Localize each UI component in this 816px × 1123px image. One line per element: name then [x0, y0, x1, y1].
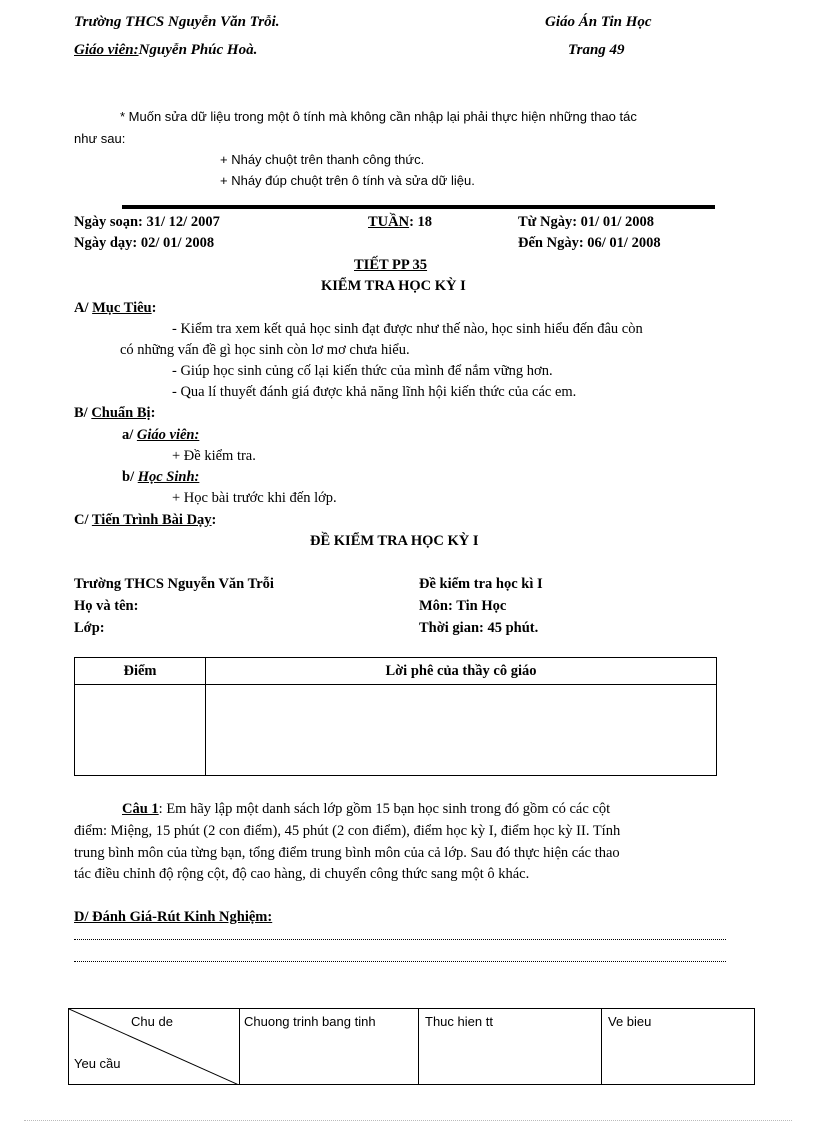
section-b-colon: :: [150, 405, 156, 421]
exam-subject: Môn: Tin Học: [419, 598, 507, 614]
section-b-heading: [74, 405, 155, 422]
matrix-requirement-label: Yeu cầu: [74, 1056, 121, 1071]
section-a-line3: - Giúp học sinh củng cố lại kiến thức của mình để nắm vững hơn.: [172, 363, 553, 379]
section-b-b-label: Học Sinh:: [137, 469, 200, 485]
score-table: [74, 657, 717, 776]
question-text1: : Em hãy lập một danh sách lớp gồm 15 bạn học sinh trong đó gồm có các cột: [158, 801, 611, 817]
score-header: Điểm: [75, 658, 206, 685]
exam-class-field: Lớp:: [74, 620, 105, 636]
dotted-line-1: [74, 939, 726, 940]
den-ngay: Đến Ngày: 06/ 01/ 2008: [518, 235, 661, 251]
divider-rule: [122, 205, 715, 209]
question-line4: tác điều chỉnh độ rộng cột, độ cao hàng, di chuyển công thức sang một ô khác.: [74, 866, 530, 882]
score-cell: [75, 685, 206, 776]
exam-school: Trường THCS Nguyễn Văn Trỗi: [74, 576, 274, 592]
matrix-col-chart: Ve bieu: [602, 1009, 755, 1085]
section-d-heading: D/ Đánh Giá-Rút Kinh Nghiệm:: [74, 909, 273, 925]
header-school: Trường THCS Nguyễn Văn Trỗi.: [74, 14, 280, 30]
header-teacher: [74, 42, 257, 59]
question-line3: trung bình môn của từng bạn, tổng điểm trung bình môn của cả lớp. Sau đó thực hiện các thao: [74, 845, 620, 861]
section-b-a-prefix: a/: [122, 427, 137, 443]
intro-bullet2: + Nháy đúp chuột trên ô tính và sửa dữ liệu.: [220, 173, 475, 188]
matrix-table: [68, 1008, 755, 1085]
section-b-b-item: + Học bài trước khi đến lớp.: [172, 490, 337, 506]
question-label: Câu 1: [122, 801, 159, 817]
page-bottom-border: [24, 1120, 792, 1121]
section-b-a-item: + Đề kiểm tra.: [172, 448, 256, 464]
tiet-title: TIẾT PP 35: [354, 257, 428, 273]
section-a-line4: - Qua lí thuyết đánh giá được khả năng lĩnh hội kiến thức của các em.: [172, 384, 577, 400]
exam-name-field: Họ và tên:: [74, 598, 139, 614]
header-teacher-label: Giáo viên:: [74, 42, 139, 58]
intro-bullet1: + Nháy chuột trên thanh công thức.: [220, 152, 425, 167]
matrix-col-practice: Thuc hien tt: [419, 1009, 602, 1085]
section-b-a: [122, 427, 199, 444]
ngay-day: Ngày dạy: 02/ 01/ 2008: [74, 235, 215, 251]
matrix-col-spreadsheet: Chuong trinh bang tinh: [240, 1009, 419, 1085]
ngay-soan: Ngày soạn: 31/ 12/ 2007: [74, 214, 220, 230]
section-c-colon: :: [211, 512, 217, 528]
section-c-title: Tiến Trình Bài Dạy: [91, 512, 212, 528]
tuan: [368, 214, 432, 231]
comment-cell: [206, 685, 717, 776]
matrix-diagonal-cell: [69, 1009, 240, 1085]
header-page: Trang 49: [568, 42, 625, 58]
header-teacher-name: Nguyễn Phúc Hoà.: [138, 42, 258, 58]
tu-ngay: Từ Ngày: 01/ 01/ 2008: [518, 214, 654, 230]
comment-header: Lời phê của thầy cô giáo: [206, 658, 717, 685]
exam-label: Đề kiểm tra học kì I: [419, 576, 543, 592]
section-a-title: Mục Tiêu: [92, 300, 152, 316]
header-subject: Giáo Án Tin Học: [545, 14, 652, 30]
section-a-prefix: A/: [74, 300, 93, 316]
lesson-title: KIỂM TRA HỌC KỲ I: [321, 278, 466, 294]
section-c-prefix: C/: [74, 512, 92, 528]
question-line2: điểm: Miệng, 15 phút (2 con điểm), 45 phút (2 con điểm), điểm học kỳ I, điểm học kỳ II. Tính: [74, 823, 621, 839]
section-a-line1: - Kiểm tra xem kết quả học sinh đạt được như thế nào, học sinh hiểu đến đâu còn: [172, 321, 643, 337]
section-c-heading: [74, 512, 216, 529]
section-b-a-label: Giáo viên:: [136, 427, 200, 443]
matrix-topic-label: Chu de: [131, 1014, 173, 1029]
dotted-line-2: [74, 961, 726, 962]
tuan-label: TUẦN: [368, 214, 410, 230]
tuan-value: : 18: [409, 214, 433, 230]
intro-line2: như sau:: [74, 131, 126, 146]
section-a-colon: :: [151, 300, 157, 316]
intro-line1: * Muốn sửa dữ liệu trong một ô tính mà không cần nhập lại phải thực hiện những thao tác: [120, 109, 637, 124]
section-b-prefix: B/: [74, 405, 92, 421]
question-line1: [122, 801, 610, 818]
section-b-title: Chuẩn Bị: [91, 405, 151, 421]
section-a-line2: có những vấn đề gì học sinh còn lơ mơ chưa hiểu.: [120, 342, 410, 358]
section-b-b-prefix: b/: [122, 469, 138, 485]
exam-time: Thời gian: 45 phút.: [419, 620, 539, 636]
section-a-heading: [74, 300, 156, 317]
section-b-b: [122, 469, 199, 486]
exam-title: ĐỀ KIỂM TRA HỌC KỲ I: [310, 533, 479, 549]
